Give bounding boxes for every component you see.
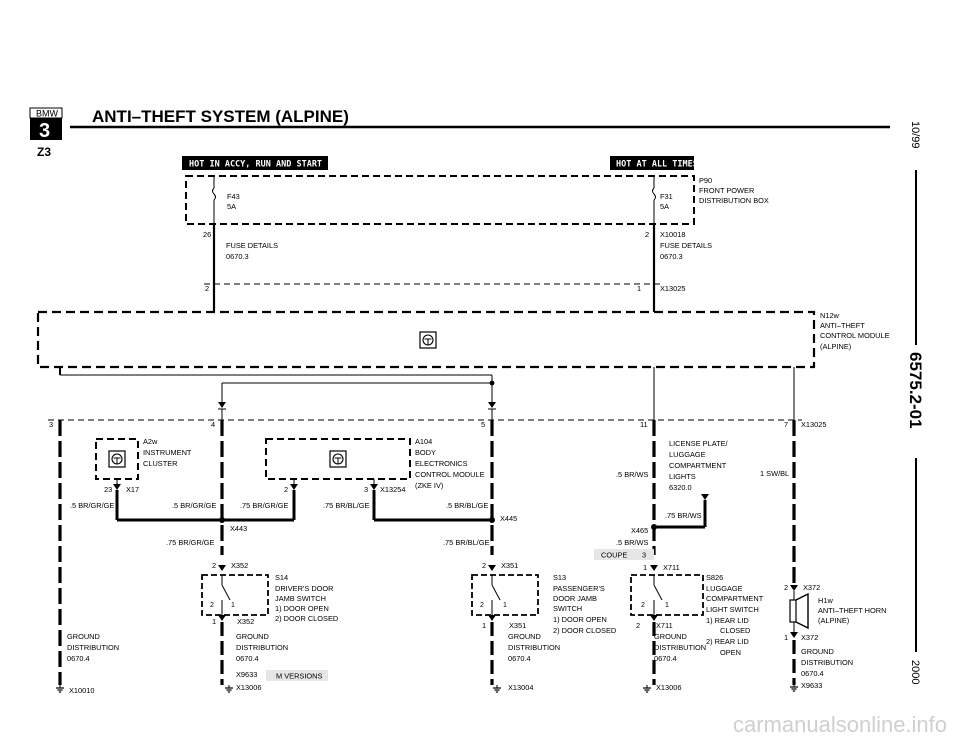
zke-line2: ELECTRONICS xyxy=(415,459,468,468)
ground-5-conn: X9633 xyxy=(801,681,823,690)
side-year: 2000 xyxy=(909,660,921,685)
s13-line2: DOOR JAMB xyxy=(553,594,597,603)
horn-symbol xyxy=(790,600,796,622)
ground-5-l3: 0670.4 xyxy=(801,669,824,678)
s14-conn-bot: X352 xyxy=(237,617,255,626)
s826-opt2b: OPEN xyxy=(720,648,741,657)
s13-line1: PASSENGER'S xyxy=(553,584,605,593)
ground-3-symbol xyxy=(493,685,501,692)
fuse-details-left-1: FUSE DETAILS xyxy=(226,241,279,250)
ground-4-symbol xyxy=(643,685,651,692)
s826-conn-bot: X711 xyxy=(656,621,673,630)
ground-5-symbol xyxy=(790,684,798,691)
s826-conn-top: X711 xyxy=(663,563,680,572)
module-internal-lines xyxy=(60,367,794,420)
conn-x13025-mid: X13025 xyxy=(801,420,827,429)
cluster-conn: X17 xyxy=(126,485,140,494)
side-info xyxy=(906,121,925,684)
model-label: Z3 xyxy=(37,145,52,159)
splice-x445: X445 xyxy=(500,514,518,523)
ground-1-symbol xyxy=(56,685,64,692)
s826-id: S826 xyxy=(706,573,724,582)
cluster-icon xyxy=(109,451,125,467)
wire-label-w7: .75 BR/BL/GE xyxy=(443,538,490,547)
ground-5 xyxy=(790,647,853,691)
s14-line1: DRIVER'S DOOR xyxy=(275,584,334,593)
driver-door-switch xyxy=(202,561,338,685)
s13-line3: SWITCH xyxy=(553,604,583,613)
ground-4-l2: DISTRIBUTION xyxy=(654,643,707,652)
pin-7: 7 xyxy=(784,420,789,429)
wire-label-w2: .5 BR/GR/GE xyxy=(172,501,217,510)
ground-2-symbol xyxy=(225,685,233,692)
s826-opt2a: 2) REAR LID xyxy=(706,637,749,646)
ground-4-l1: GROUND xyxy=(654,632,687,641)
distbox-line1: FRONT POWER xyxy=(699,186,755,195)
trunk-light-line3: COMPARTMENT xyxy=(669,461,727,470)
hot-accy-label: HOT IN ACCY, RUN AND START xyxy=(189,159,323,170)
s14-pin-top: 2 xyxy=(212,561,217,570)
ground-2-conn: X13006 xyxy=(236,683,262,692)
horn-pin-bot: 1 xyxy=(784,633,789,642)
instrument-cluster xyxy=(96,437,225,523)
s13-sw-b: 1 xyxy=(503,602,507,609)
ground-1-conn: X10010 xyxy=(69,686,95,695)
module-line2: CONTROL MODULE xyxy=(820,331,890,340)
series-number: 3 xyxy=(39,120,51,142)
s13-pin-bot: 1 xyxy=(482,621,487,630)
power-section xyxy=(182,156,769,312)
wire-label-w8: .5 BR/WS xyxy=(616,470,649,479)
trunk-light-line2: LUGGAGE xyxy=(669,450,706,459)
zke-pin-2: 2 xyxy=(284,485,289,494)
trunk-light-line1: LICENSE PLATE/ xyxy=(669,439,728,448)
trunk-light-line4: LIGHTS xyxy=(669,472,696,481)
hot-all-label: HOT AT ALL TIMES xyxy=(616,159,698,170)
distribution-box-outline xyxy=(186,176,694,224)
wire-label-w10: .75 BR/WS xyxy=(665,511,702,520)
connector-x13025-mid xyxy=(48,420,826,429)
fuse-f43-amp: 5A xyxy=(227,202,237,211)
horn-conn-top: X372 xyxy=(803,583,821,592)
s13-outline xyxy=(472,575,538,615)
splice-x443: X443 xyxy=(230,524,248,533)
wire-label-w5: .5 BR/BL/GE xyxy=(446,501,489,510)
horn-line2: (ALPINE) xyxy=(818,616,850,625)
s14-line2: JAMB SWITCH xyxy=(275,594,326,603)
fuse-f43-id: F43 xyxy=(227,192,240,201)
coupe-pin: 3 xyxy=(642,550,647,560)
s14-opt2: 2) DOOR CLOSED xyxy=(275,614,339,623)
anti-theft-horn xyxy=(784,583,886,685)
pin-3: 3 xyxy=(49,420,54,429)
s14-sw-a: 2 xyxy=(210,602,214,609)
ground-3-l1: GROUND xyxy=(508,632,541,641)
s826-line2: COMPARTMENT xyxy=(706,594,764,603)
s13-conn-bot: X351 xyxy=(509,621,527,630)
pin-11: 11 xyxy=(640,420,648,429)
conn-x13025-top: X13025 xyxy=(660,284,686,293)
fuse-f31-amp: 5A xyxy=(660,202,670,211)
fuse-details-left-2: 0670.3 xyxy=(226,252,249,261)
distbox-line2: DISTRIBUTION BOX xyxy=(699,196,769,205)
s14-opt1: 1) DOOR OPEN xyxy=(275,604,329,613)
ground-3-l2: DISTRIBUTION xyxy=(508,643,561,652)
anti-theft-module xyxy=(38,311,890,367)
module-id: N12w xyxy=(820,311,839,320)
wire-label-w4: .75 BR/BL/GE xyxy=(323,501,370,510)
conn-x465: X465 xyxy=(631,526,649,535)
wire-label-w11: .5 BR/WS xyxy=(616,538,649,547)
zke-pin-3: 3 xyxy=(364,485,369,494)
page-title: ANTI–THEFT SYSTEM (ALPINE) xyxy=(92,107,349,126)
wire-label-w9: 1 SW/BL xyxy=(760,469,790,478)
module-line3: (ALPINE) xyxy=(820,342,852,351)
s14-outline xyxy=(202,575,268,615)
s826-sw-a: 2 xyxy=(641,602,645,609)
ground-2-l2: DISTRIBUTION xyxy=(236,643,289,652)
wire-label-w3: .75 BR/GR/GE xyxy=(240,501,289,510)
zke-conn: X13254 xyxy=(380,485,406,494)
pin-26: 26 xyxy=(203,230,212,239)
wire-label-w6: .75 BR/GR/GE xyxy=(166,538,215,547)
pin-1: 1 xyxy=(637,284,642,293)
s13-conn-top: X351 xyxy=(501,561,519,570)
s14-id: S14 xyxy=(275,573,289,582)
passenger-door-switch xyxy=(472,561,616,685)
ground-3 xyxy=(493,632,560,692)
s13-opt1: 1) DOOR OPEN xyxy=(553,615,607,624)
m-versions-label: M VERSIONS xyxy=(276,671,323,681)
s826-opt1b: CLOSED xyxy=(720,626,751,635)
horn-pin-top: 2 xyxy=(784,583,789,592)
trunk-light-line5: 6320.0 xyxy=(669,483,692,492)
diode-right xyxy=(488,402,496,408)
ground-3-conn: X13004 xyxy=(508,683,534,692)
pin-4: 4 xyxy=(211,420,216,429)
s826-sw-b: 1 xyxy=(665,602,669,609)
ground-2-conn-a: X9633 xyxy=(236,670,258,679)
zke-icon xyxy=(330,451,346,467)
s826-outline xyxy=(631,575,703,615)
cluster-line2: CLUSTER xyxy=(143,459,178,468)
zke-module xyxy=(222,437,495,523)
s826-opt1a: 1) REAR LID xyxy=(706,616,749,625)
fuse-details-right-2: 0670.3 xyxy=(660,252,683,261)
coupe-label: COUPE xyxy=(601,550,628,560)
pin-5: 5 xyxy=(481,420,486,429)
ground-1-l3: 0670.4 xyxy=(67,654,90,663)
ground-2-l1: GROUND xyxy=(236,632,269,641)
zke-line3: CONTROL MODULE xyxy=(415,470,485,479)
s13-sw-a: 2 xyxy=(480,602,484,609)
fuse-details-right-1: FUSE DETAILS xyxy=(660,241,713,250)
conn-x10018: X10018 xyxy=(660,230,686,239)
ground-5-l2: DISTRIBUTION xyxy=(801,658,854,667)
horn-id: H1w xyxy=(818,596,833,605)
zke-line4: (ZKE IV) xyxy=(415,481,444,490)
distbox-id: P90 xyxy=(699,176,713,185)
s826-pin-bot: 2 xyxy=(636,621,641,630)
s826-line3: LIGHT SWITCH xyxy=(706,605,759,614)
ground-1 xyxy=(56,632,119,695)
zke-line1: BODY xyxy=(415,448,436,457)
horn-conn-bot: X372 xyxy=(801,633,819,642)
s13-id: S13 xyxy=(553,573,567,582)
module-icon xyxy=(420,332,436,348)
side-date: 10/99 xyxy=(909,121,921,149)
luggage-light-switch xyxy=(631,563,764,685)
s826-line1: LUGGAGE xyxy=(706,584,743,593)
pin-2-right: 2 xyxy=(645,230,650,239)
ground-2-l3: 0670.4 xyxy=(236,654,259,663)
s826-pin-top: 1 xyxy=(643,563,648,572)
zke-id: A104 xyxy=(415,437,433,446)
ground-3-l3: 0670.4 xyxy=(508,654,531,663)
cluster-id: A2w xyxy=(143,437,158,446)
ground-4-l3: 0670.4 xyxy=(654,654,677,663)
cluster-pin: 23 xyxy=(104,485,113,494)
ground-5-l1: GROUND xyxy=(801,647,834,656)
bmw-logo-text: BMW xyxy=(36,108,58,119)
fuse-f43-symbol xyxy=(213,188,216,200)
wire-label-w1: .5 BR/GR/GE xyxy=(70,501,115,510)
ground-1-l2: DISTRIBUTION xyxy=(67,643,120,652)
diode-left xyxy=(218,402,226,408)
horn-line1: ANTI–THEFT HORN xyxy=(818,606,887,615)
watermark: carmanualsonline.info xyxy=(733,712,948,737)
ground-1-l1: GROUND xyxy=(67,632,100,641)
fuse-f31-symbol xyxy=(653,188,656,200)
fuse-f31-id: F31 xyxy=(660,192,673,201)
s14-pin-bot: 1 xyxy=(212,617,217,626)
pin-2-left: 2 xyxy=(205,284,210,293)
s14-conn-top: X352 xyxy=(231,561,249,570)
module-line1: ANTI–THEFT xyxy=(820,321,865,330)
side-doc-number: 6575.2-01 xyxy=(906,352,925,429)
ground-4-conn: X13006 xyxy=(656,683,682,692)
header xyxy=(30,107,890,159)
cluster-line1: INSTRUMENT xyxy=(143,448,192,457)
s13-opt2: 2) DOOR CLOSED xyxy=(553,626,617,635)
s14-sw-b: 1 xyxy=(231,602,235,609)
s13-pin-top: 2 xyxy=(482,561,487,570)
ground-2 xyxy=(225,632,328,692)
